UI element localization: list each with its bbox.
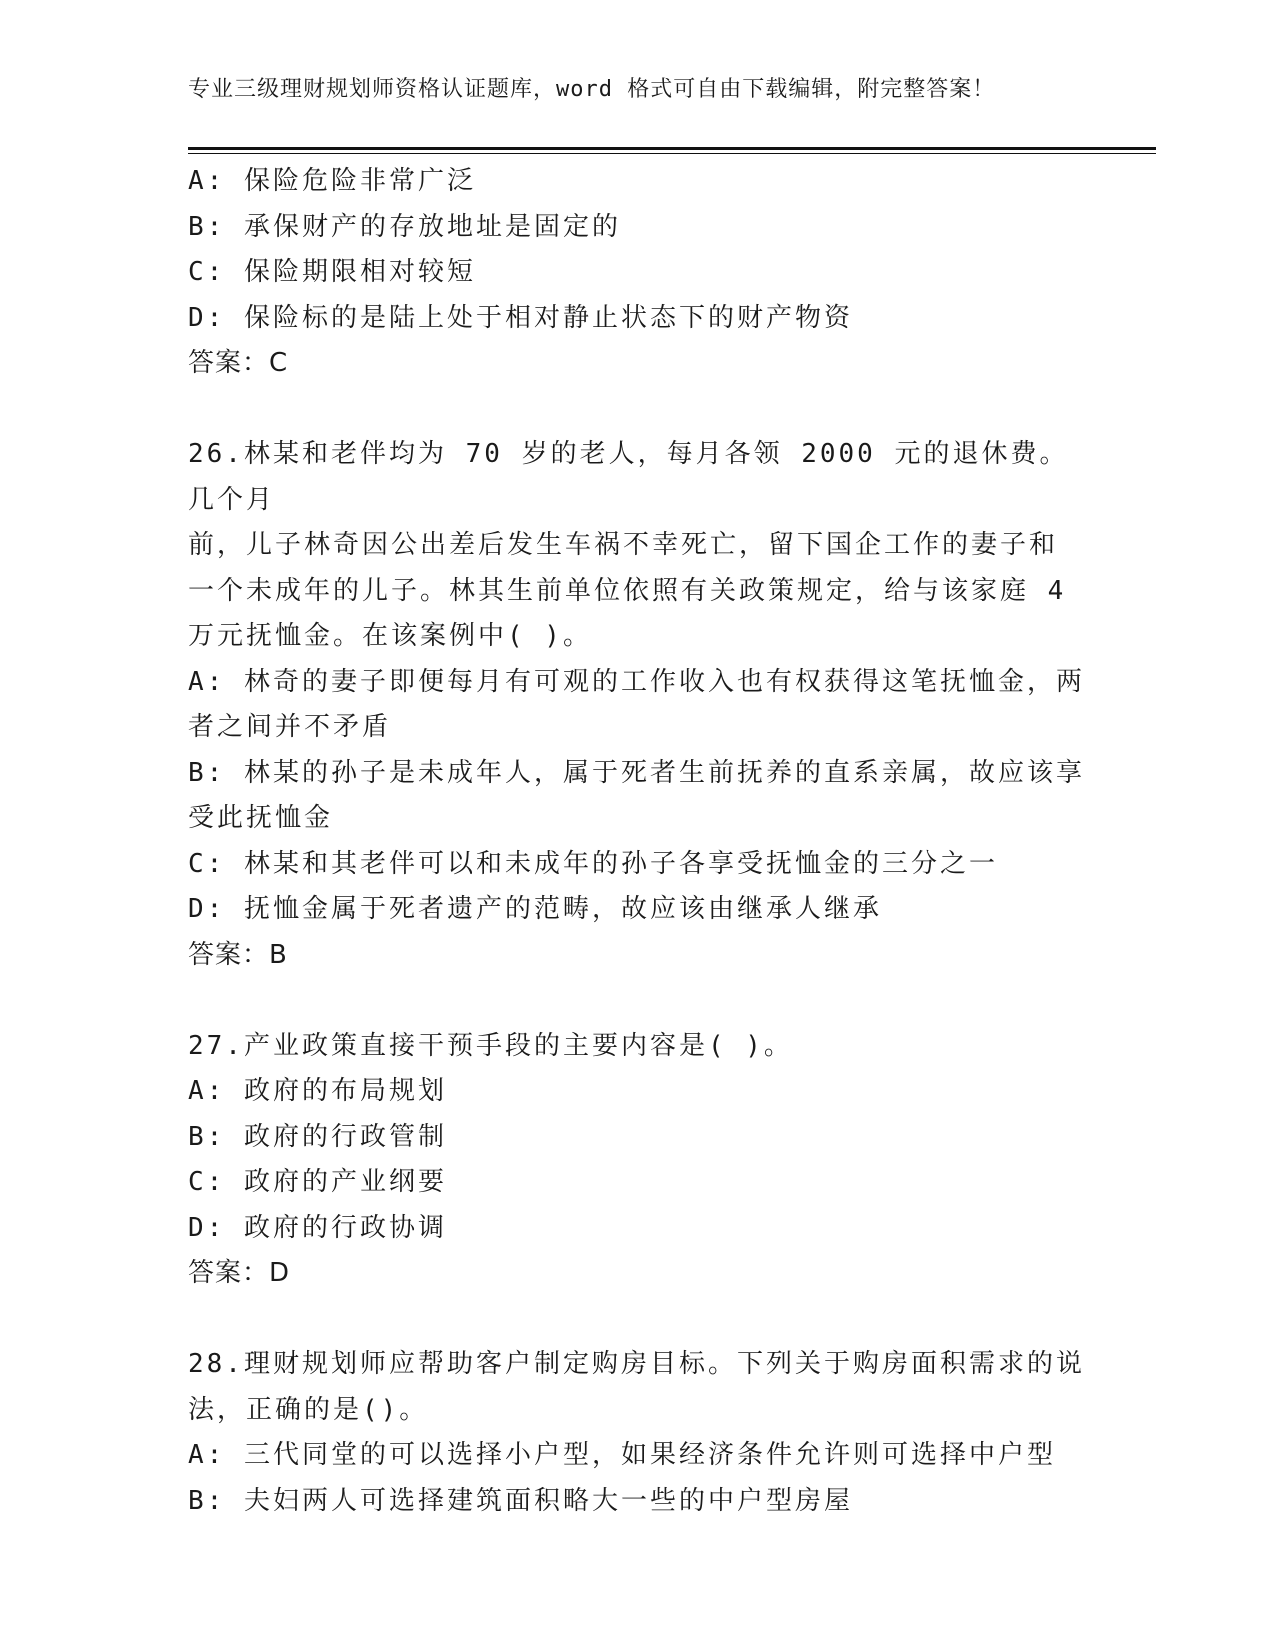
question-stem-line: 27.产业政策直接干预手段的主要内容是( )。 — [188, 1030, 793, 1061]
option-a: A: 林奇的妻子即便每月有可观的工作收入也有权获得这笔抚恤金，两 — [188, 666, 1085, 697]
header-rule-thin — [188, 153, 1156, 154]
option-a-continued: 者之间并不矛盾 — [188, 712, 392, 742]
spacer — [188, 978, 1088, 1024]
option-b: B: 林某的孙子是未成年人，属于死者生前抚养的直系亲属，故应该享 — [188, 757, 1085, 788]
header-rule-thick — [188, 147, 1156, 150]
answer: 答案：C — [188, 348, 289, 378]
option-a: A: 保险危险非常广泛 — [188, 166, 476, 196]
question-stem-line: 一个未成年的儿子。林其生前单位依照有关政策规定，给与该家庭 4 — [188, 575, 1067, 606]
spacer — [188, 1297, 1088, 1343]
spacer — [188, 387, 1088, 433]
question-26 — [188, 432, 1088, 978]
option-b-continued: 受此抚恤金 — [188, 803, 334, 833]
question-28 — [188, 1342, 1088, 1524]
question-27 — [188, 1024, 1088, 1297]
option-a: A: 三代同堂的可以选择小户型，如果经济条件允许则可选择中户型 — [188, 1440, 1056, 1470]
option-d: D: 保险标的是陆上处于相对静止状态下的财产物资 — [188, 302, 853, 333]
question-stem-line: 28.理财规划师应帮助客户制定购房目标。下列关于购房面积需求的说 — [188, 1349, 1085, 1379]
option-a: A: 政府的布局规划 — [188, 1076, 447, 1106]
question-content — [188, 159, 1088, 1524]
option-d: D: 抚恤金属于死者遗产的范畴，故应该由继承人继承 — [188, 894, 882, 924]
answer: 答案：D — [188, 1258, 291, 1288]
question-stem-line: 万元抚恤金。在该案例中( )。 — [188, 621, 592, 651]
page-header: 专业三级理财规划师资格认证题库，word 格式可自由下载编辑，附完整答案！ — [188, 77, 996, 102]
option-b: B: 政府的行政管制 — [188, 1121, 447, 1152]
answer: 答案：B — [188, 939, 288, 970]
option-d: D: 政府的行政协调 — [188, 1212, 447, 1243]
option-b: B: 夫妇两人可选择建筑面积略大一些的中户型房屋 — [188, 1485, 853, 1516]
question-stem-line: 26.林某和老伴均为 70 岁的老人，每月各领 2000 元的退休费。几个月 — [188, 439, 1069, 515]
question-stem-line: 法，正确的是()。 — [188, 1394, 429, 1425]
question-25 — [188, 159, 1088, 387]
option-b: B: 承保财产的存放地址是固定的 — [188, 211, 621, 242]
question-stem-line: 前，儿子林奇因公出差后发生车祸不幸死亡，留下国企工作的妻子和 — [188, 530, 1059, 560]
option-c: C: 林某和其老伴可以和未成年的孙子各享受抚恤金的三分之一 — [188, 848, 998, 879]
option-c: C: 政府的产业纲要 — [188, 1167, 447, 1197]
option-c: C: 保险期限相对较短 — [188, 257, 476, 287]
